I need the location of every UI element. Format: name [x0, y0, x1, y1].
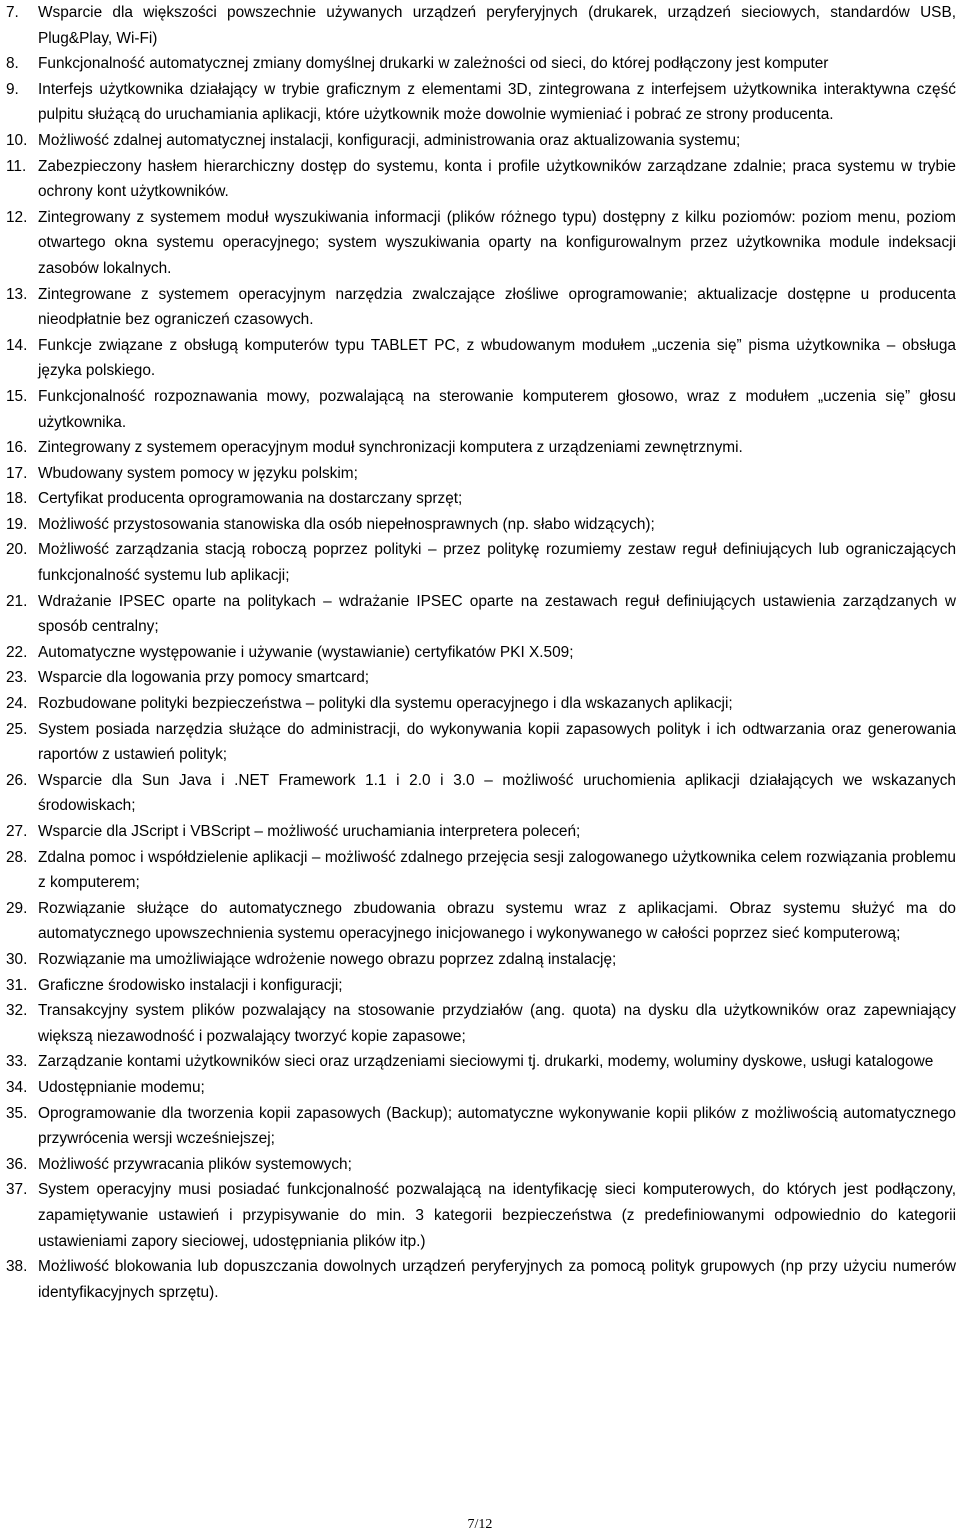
list-item-number: 29.	[6, 899, 28, 917]
list-item	[6, 998, 956, 1049]
list-item-number: 36.	[6, 1155, 28, 1173]
list-item-number: 14.	[6, 336, 28, 354]
list-item-number: 18.	[6, 490, 28, 508]
list-item	[6, 384, 956, 435]
list-item-text: System posiada narzędzia służące do administracji, do wykonywania kopii zapasowych polityk i ich odtwarzania oraz generowania raportów z ustawień polityk;	[38, 720, 956, 764]
list-item-number: 13.	[6, 285, 28, 303]
list-item-number: 12.	[6, 208, 28, 226]
list-item-text: Zabezpieczony hasłem hierarchiczny dostęp do systemu, konta i profile użytkowników zarządzane zdalnie; praca systemu w trybie ochrony kont użytkowników.	[38, 157, 956, 201]
list-item-number: 19.	[6, 515, 28, 533]
list-item-number: 10.	[6, 131, 28, 149]
list-item-number: 30.	[6, 950, 28, 968]
list-item-number: 31.	[6, 976, 28, 994]
list-item-number: 33.	[6, 1053, 28, 1071]
list-item-number: 15.	[6, 387, 28, 405]
list-item	[6, 947, 956, 973]
list-item	[6, 1152, 956, 1178]
list-item-text: Zintegrowany z systemem operacyjnym moduł synchronizacji komputera z urządzeniami zewnętrznymi.	[38, 439, 743, 457]
list-item	[6, 819, 956, 845]
list-item-number: 37.	[6, 1181, 28, 1199]
list-item	[6, 896, 956, 947]
list-item-number: 24.	[6, 695, 28, 713]
list-item-text: Wsparcie dla logowania przy pomocy smartcard;	[38, 669, 370, 687]
list-item	[6, 1177, 956, 1254]
list-item	[6, 1049, 956, 1075]
list-item-text: Certyfikat producenta oprogramowania na dostarczany sprzęt;	[38, 490, 463, 508]
list-item-text: Wdrażanie IPSEC oparte na politykach – wdrażanie IPSEC oparte na zestawach reguł definiujących ustawienia zarządzanych w sposób centralny;	[38, 592, 956, 636]
list-item	[6, 537, 956, 588]
list-item-number: 8.	[6, 55, 19, 73]
list-item	[6, 1101, 956, 1152]
list-item-number: 25.	[6, 720, 28, 738]
list-item	[6, 640, 956, 666]
list-item-text: Wbudowany system pomocy w języku polskim;	[38, 464, 358, 482]
list-item-number: 38.	[6, 1258, 28, 1276]
list-item-text: Rozwiązanie ma umożliwiające wdrożenie nowego obrazu poprzez zdalną instalację;	[38, 950, 617, 968]
list-item-number: 7.	[6, 4, 19, 21]
list-item-text: Zintegrowany z systemem moduł wyszukiwania informacji (plików różnego typu) dostępny z kilku poziomów: poziom menu, poziom otwartego okna systemu operacyjnego; system wyszukiwania oparty na konfigurowalnym przez użytkownika module indeksacji zasobów lokalnych.	[38, 208, 956, 277]
list-item-number: 35.	[6, 1104, 28, 1122]
list-item	[6, 77, 956, 128]
list-item	[6, 973, 956, 999]
list-item	[6, 128, 956, 154]
list-item	[6, 512, 956, 538]
list-item-text: Funkcje związane z obsługą komputerów typu TABLET PC, z wbudowanym modułem „uczenia się” pisma użytkownika – obsługa języka polskiego.	[38, 336, 956, 380]
list-item	[6, 0, 956, 51]
list-item-text: Rozbudowane polityki bezpieczeństwa – polityki dla systemu operacyjnego i dla wskazanych aplikacji;	[38, 695, 733, 713]
list-item-text: Wsparcie dla Sun Java i .NET Framework 1.1 i 2.0 i 3.0 – możliwość uruchomienia aplikacji działających we wskazanych środowiskach;	[38, 771, 956, 815]
list-item	[6, 51, 956, 77]
list-item-number: 9.	[6, 80, 19, 98]
list-item-text: Możliwość blokowania lub dopuszczania dowolnych urządzeń peryferyjnych za pomocą polityk grupowych (np przy użyciu numerów identyfikacyjnych sprzętu).	[38, 1258, 956, 1301]
list-item	[6, 1254, 956, 1305]
list-item-text: Interfejs użytkownika działający w trybie graficznym z elementami 3D, zintegrowana z interfejsem użytkownika interaktywna część pulpitu służącą do uruchamiania aplikacji, które użytkownik może dowolnie wymieniać i pobrać ze strony producenta.	[38, 80, 956, 124]
list-item-text: Funkcjonalność rozpoznawania mowy, pozwalającą na sterowanie komputerem głosowo, wraz z modułem „uczenia się” głosu użytkownika.	[38, 387, 956, 431]
requirements-list	[6, 0, 956, 1305]
list-item-text: Oprogramowanie dla tworzenia kopii zapasowych (Backup); automatyczne wykonywanie kopii plików z możliwością automatycznego przywrócenia wersji wcześniejszej;	[38, 1104, 956, 1148]
list-item-number: 34.	[6, 1078, 28, 1096]
list-item-number: 20.	[6, 541, 28, 559]
list-item-number: 26.	[6, 771, 28, 789]
list-item-number: 11.	[6, 157, 27, 175]
list-item-text: Funkcjonalność automatycznej zmiany domyślnej drukarki w zależności od sieci, do której podłączony jest komputer	[38, 55, 829, 73]
list-item-number: 21.	[6, 592, 28, 610]
list-item-text: Udostępnianie modemu;	[38, 1078, 205, 1096]
list-item-text: Automatyczne występowanie i używanie (wystawianie) certyfikatów PKI X.509;	[38, 643, 574, 661]
list-item-number: 23.	[6, 669, 28, 687]
list-item	[6, 768, 956, 819]
page-number: 7/12	[467, 1517, 493, 1532]
list-item-text: Możliwość zdalnej automatycznej instalacji, konfiguracji, administrowania oraz aktualizowania systemu;	[38, 131, 741, 149]
list-item-text: System operacyjny musi posiadać funkcjonalność pozwalającą na identyfikację sieci komputerowych, do których jest podłączony, zapamiętywanie ustawień i przypisywanie do min. 3 kategorii bezpieczeństwa (z predefiniowanymi odpowiednio do kategorii ustawieniami zapory sieciowej, udostępniania plików itp.)	[38, 1181, 956, 1250]
list-item	[6, 205, 956, 282]
list-item	[6, 154, 956, 205]
list-item	[6, 435, 956, 461]
list-item	[6, 1075, 956, 1101]
list-item-text: Graficzne środowisko instalacji i konfiguracji;	[38, 976, 343, 994]
list-item	[6, 691, 956, 717]
list-item-number: 17.	[6, 464, 28, 482]
list-item	[6, 717, 956, 768]
list-item-text: Możliwość zarządzania stacją roboczą poprzez polityki – przez politykę rozumiemy zestaw reguł definiujących lub ograniczających funkcjonalność systemu lub aplikacji;	[38, 541, 956, 585]
list-item-text: Zdalna pomoc i współdzielenie aplikacji – możliwość zdalnego przejęcia sesji zalogowanego użytkownika celem rozwiązania problemu z komputerem;	[38, 848, 956, 892]
list-item-number: 22.	[6, 643, 28, 661]
list-item	[6, 282, 956, 333]
list-item-text: Zarządzanie kontami użytkowników sieci oraz urządzeniami sieciowymi tj. drukarki, modemy, woluminy dyskowe, usługi katalogowe	[38, 1053, 934, 1071]
list-item	[6, 845, 956, 896]
list-item	[6, 665, 956, 691]
list-item-text: Wsparcie dla JScript i VBScript – możliwość uruchamiania interpretera poleceń;	[38, 823, 581, 840]
list-item-text: Wsparcie dla większości powszechnie używanych urządzeń peryferyjnych (drukarek, urządzeń sieciowych, standardów USB, Plug&Play, Wi-Fi)	[38, 4, 956, 47]
list-item	[6, 486, 956, 512]
list-item-text: Możliwość przywracania plików systemowych;	[38, 1155, 352, 1173]
list-item-text: Możliwość przystosowania stanowiska dla osób niepełnosprawnych (np. słabo widzących);	[38, 515, 655, 533]
list-item-number: 32.	[6, 1002, 28, 1020]
list-item-text: Rozwiązanie służące do automatycznego zbudowania obrazu systemu wraz z aplikacjami. Obraz systemu służyć ma do automatycznego upowszechnienia systemu operacyjnego inicjowanego i wykonywanego w całości poprzez sieć komputerową;	[38, 899, 956, 943]
list-item	[6, 461, 956, 487]
list-item-number: 28.	[6, 848, 28, 866]
list-item-text: Transakcyjny system plików pozwalający na stosowanie przydziałów (ang. quota) na dysku dla użytkowników oraz zapewniający większą niezawodność i pozwalający tworzyć kopie zapasowe;	[38, 1002, 956, 1045]
list-item-text: Zintegrowane z systemem operacyjnym narzędzia zwalczające złośliwe oprogramowanie; aktualizacje dostępne u producenta nieodpłatnie bez ograniczeń czasowych.	[38, 285, 956, 329]
list-item-number: 16.	[6, 439, 28, 457]
list-item-number: 27.	[6, 823, 28, 840]
list-item	[6, 589, 956, 640]
list-item	[6, 333, 956, 384]
